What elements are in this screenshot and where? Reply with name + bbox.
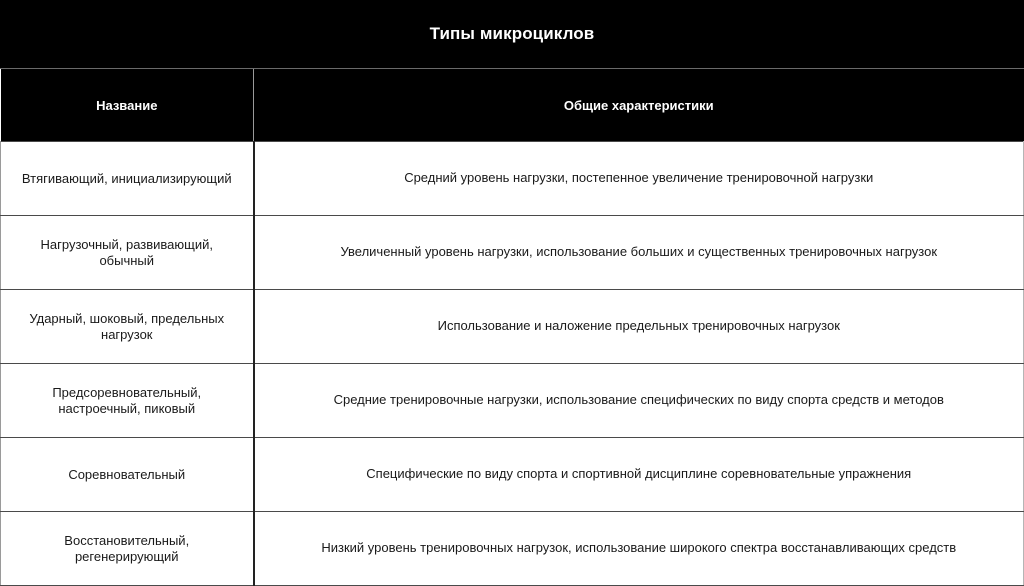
table-row [1,364,1024,438]
cell-characteristics: Низкий уровень тренировочных нагрузок, использование широкого спектра восстанавливающих средств [254,512,1024,586]
table-row [1,438,1024,512]
column-header-name: Название [1,69,254,142]
title-band [0,0,1024,69]
cell-name: Предсоревновательный, настроечный, пиковый [1,364,254,438]
cell-characteristics: Увеличенный уровень нагрузки, использование больших и существенных тренировочных нагрузок [254,216,1024,290]
cell-name: Ударный, шоковый, предельных нагрузок [1,290,254,364]
cell-characteristics: Средний уровень нагрузки, постепенное увеличение тренировочной нагрузки [254,142,1024,216]
cell-name: Восстановительный, регенерирующий [1,512,254,586]
table-row [1,216,1024,290]
table-header-row [1,69,1024,142]
table-row [1,512,1024,586]
table-row [1,290,1024,364]
table-row [1,142,1024,216]
column-header-characteristics: Общие характеристики [254,69,1024,142]
microcycle-types-table [0,69,1024,586]
cell-name: Втягивающий, инициализирующий [1,142,254,216]
cell-name: Соревновательный [1,438,254,512]
slide-title: Типы микроциклов [429,24,595,43]
cell-name: Нагрузочный, развивающий, обычный [1,216,254,290]
cell-characteristics: Средние тренировочные нагрузки, использование специфических по виду спорта средств и методов [254,364,1024,438]
cell-characteristics: Специфические по виду спорта и спортивной дисциплине соревновательные упражнения [254,438,1024,512]
cell-characteristics: Использование и наложение предельных тренировочных нагрузок [254,290,1024,364]
